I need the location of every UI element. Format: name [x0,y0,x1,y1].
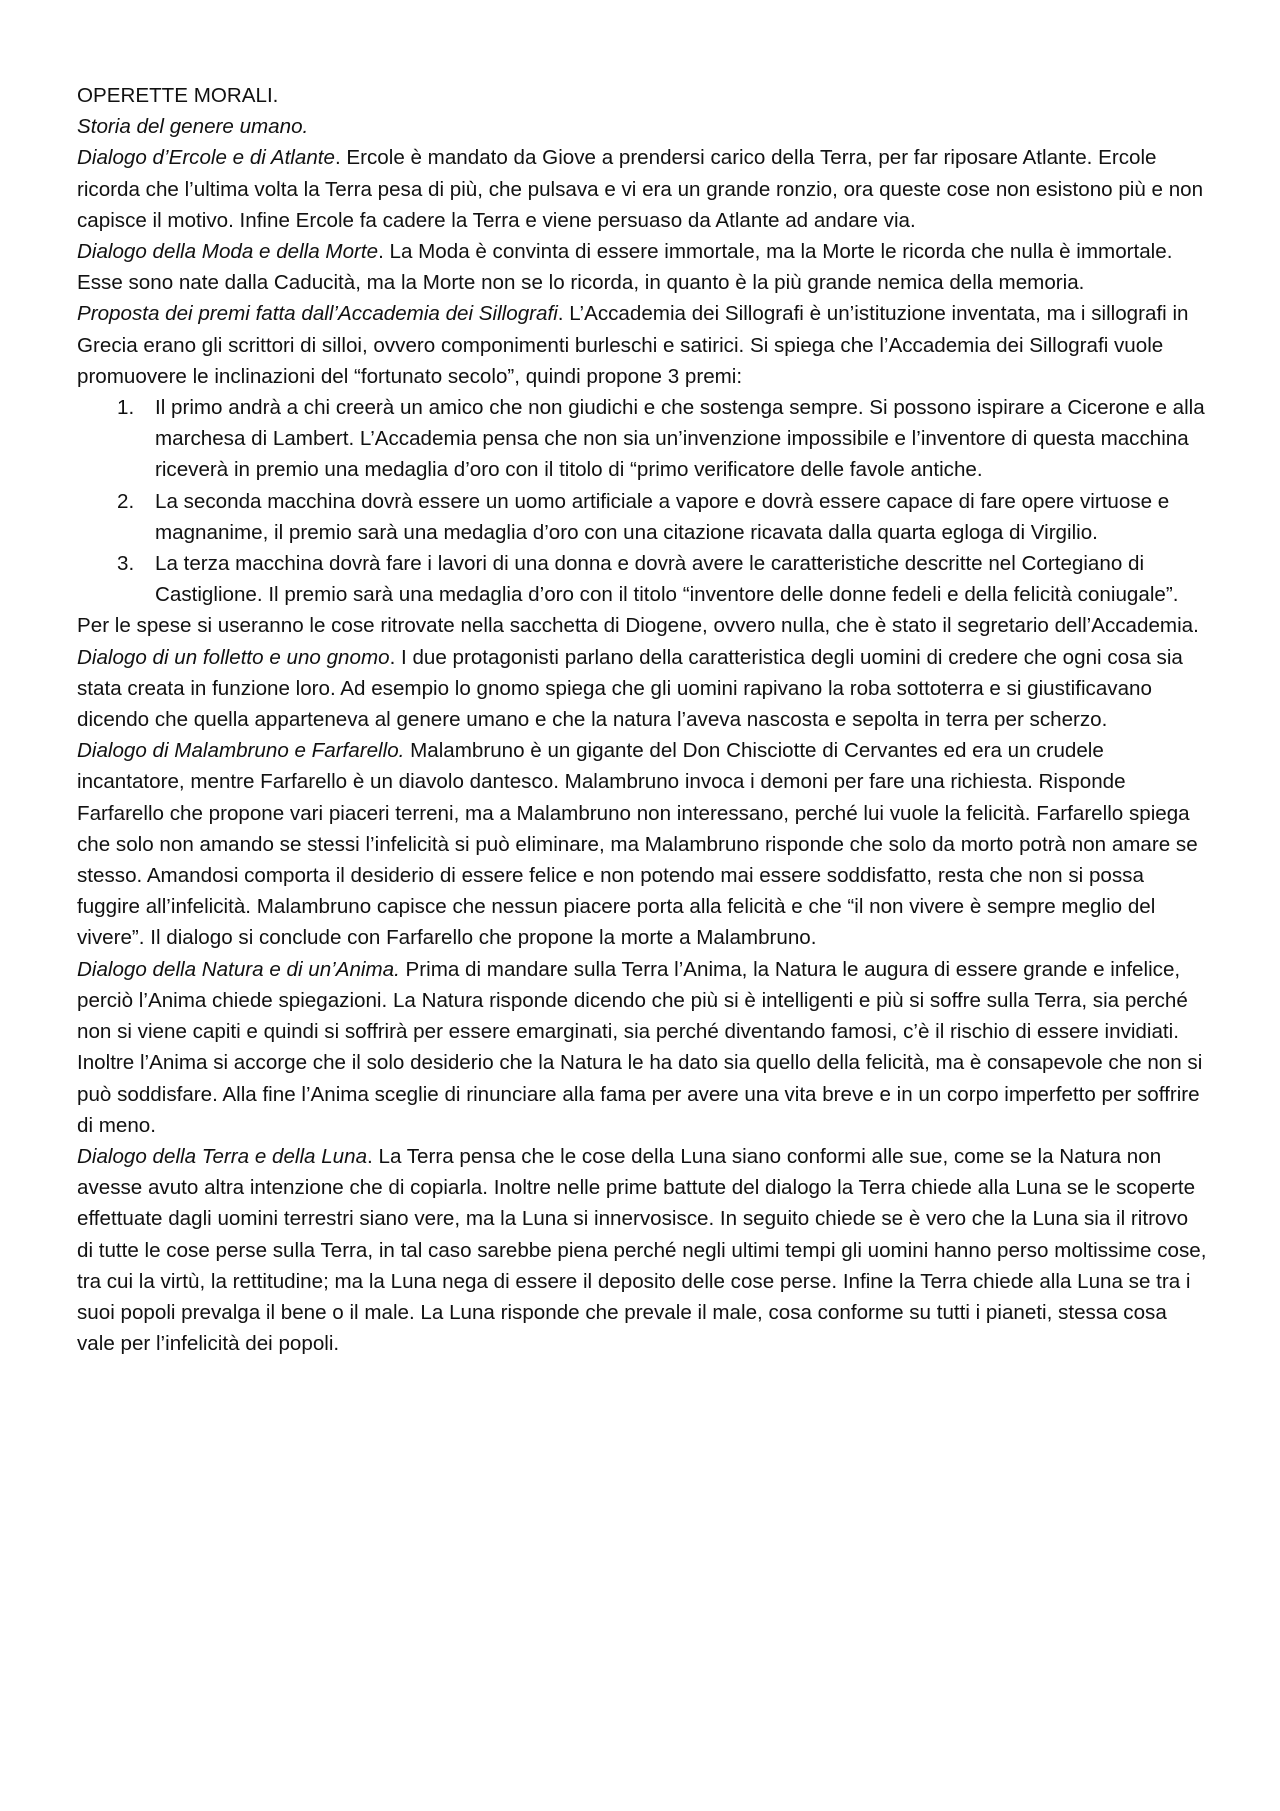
paragraph-sillografi: Proposta dei premi fatta dall’Accademia dei Sillografi. L’Accademia dei Sillografi è un’istituzione inventata, ma i sillografi in Grecia erano gli scrittori di silloi, ovvero componimenti burleschi e satirici. Si spiega che l’Accademia dei Sillografi vuole promuovere le inclinazioni del “fortunato secolo”, quindi propone 3 premi: [77,302,1189,388]
document-subtitle: Storia del genere umano. [77,115,309,139]
paragraph-natura-anima: Dialogo della Natura e di un’Anima. Prima di mandare sulla Terra l’Anima, la Natura le augura di essere grande e infelice, perciò l’Anima chiede spiegazioni. La Natura risponde dicendo che più si è intelligenti e più si soffre sulla Terra, sia perché non si viene capiti e quindi si soffrirà per essere emarginati, sia perché diventando famosi, c’è il rischio di essere invidiati. Inoltre l’Anima si accorge che il solo desiderio che la Natura le ha dato sia quello della felicità, ma è consapevole che non si può soddisfare. Alla fine l’Anima sceglie di rinunciare alla fama per avere una vita breve e in un corpo imperfetto per soffrire di meno. [77,957,1203,1137]
paragraph-terra-luna: Dialogo della Terra e della Luna. La Terra pensa che le cose della Luna siano conformi alle sue, come se la Natura non avesse avuto altra intenzione che di copiarla. Inoltre nelle prime battute del dialogo la Terra chiede alla Luna se le scoperte effettuate dagli uomini terrestri siano vere, ma la Luna si innervosisce. In seguito chiede se è vero che la Luna sia il ritrovo di tutte le cose perse sulla Terra, in tal caso sarebbe piena perché negli ultimi tempi gli uomini hanno perso moltissime cose, tra cui la virtù, la rettitudine; ma la Luna nega di essere il deposito delle cose perse. Infine la Terra chiede alla Luna se tra i suoi popoli prevalga il bene o il male. La Luna risponde che prevale il male, cosa conforme su tutti i pianeti, stessa cosa vale per l’infelicità dei popoli. [77,1144,1207,1356]
document-page [77,80,1207,1359]
prizes-list [77,392,1207,610]
list-item: 2. La seconda macchina dovrà essere un uomo artificiale a vapore e dovrà essere capace di fare opere virtuose e magnanime, il premio sarà una medaglia d’oro con una citazione ricavata dalla quarta egloga di Virgilio. [117,489,1170,544]
document-title: OPERETTE MORALI. [77,84,279,107]
section-heading: Dialogo di un folletto e uno gnomo [77,645,390,669]
list-item: 1. Il primo andrà a chi creerà un amico che non giudichi e che sostenga sempre. Si possono ispirare a Cicerone e alla marchesa di Lambert. L’Accademia pensa che non sia un’invenzione impossibile e l’inventore di questa macchina riceverà in premio una medaglia d’oro con il titolo di “primo verificatore delle favole antiche. [117,396,1205,482]
paragraph-ercole-atlante: Dialogo d’Ercole e di Atlante. Ercole è mandato da Giove a prendersi carico della Terra, per far riposare Atlante. Ercole ricorda che l’ultima volta la Terra pesa di più, che pulsava e vi era un grande ronzio, ora queste cose non esistono più e non capisce il motivo. Infine Ercole fa cadere la Terra e viene persuaso da Atlante ad andare via. [77,146,1204,232]
section-heading: Dialogo della Terra e della Luna [77,1144,368,1168]
section-heading: Dialogo della Natura e di un’Anima. [77,957,400,981]
paragraph-malambruno: Dialogo di Malambruno e Farfarello. Malambruno è un gigante del Don Chisciotte di Cervantes ed era un crudele incantatore, mentre Farfarello è un diavolo dantesco. Malambruno invoca i demoni per fare una richiesta. Risponde Farfarello che propone vari piaceri terreni, ma a Malambruno non interessano, perché lui vuole la felicità. Farfarello spiega che solo non amando se stessi l’infelicità si può eliminare, ma Malambruno risponde che solo da morto potrà non amare se stesso. Amandosi comporta il desiderio di essere felice e non potendo mai essere soddisfatto, resta che non si possa fuggire all’infelicità. Malambruno capisce che nessun piacere porta alla felicità e che “il non vivere è sempre meglio del vivere”. Il dialogo si conclude con Farfarello che propone la morte a Malambruno. [77,739,1198,950]
list-item: 3. La terza macchina dovrà fare i lavori di una donna e dovrà avere le caratteristiche descritte nel Cortegiano di Castiglione. Il premio sarà una medaglia d’oro con il titolo “inventore delle donne fedeli e della felicità coniugale”. [117,552,1179,607]
paragraph-moda-morte: Dialogo della Moda e della Morte. La Moda è convinta di essere immortale, ma la Morte le ricorda che nulla è immortale. Esse sono nate dalla Caducità, ma la Morte non se lo ricorda, in quanto è la più grande nemica della memoria. [77,240,1173,295]
section-heading: Dialogo della Moda e della Morte [77,240,379,264]
paragraph-spese: Per le spese si useranno le cose ritrovate nella sacchetta di Diogene, ovvero nulla, che è stato il segretario dell’Accademia. [77,614,1199,638]
section-heading: Dialogo di Malambruno e Farfarello. [77,739,405,763]
section-heading: Proposta dei premi fatta dall’Accademia dei Sillografi [77,302,558,326]
paragraph-folletto-gnomo: Dialogo di un folletto e uno gnomo. I due protagonisti parlano della caratteristica degli uomini di credere che ogni cosa sia stata creata in funzione loro. Ad esempio lo gnomo spiega che gli uomini rapivano la roba sottoterra e si giustificavano dicendo che quella apparteneva al genere umano e che la natura l’aveva nascosta e sepolta in terra per scherzo. [77,645,1183,732]
section-heading: Dialogo d’Ercole e di Atlante [77,146,335,170]
